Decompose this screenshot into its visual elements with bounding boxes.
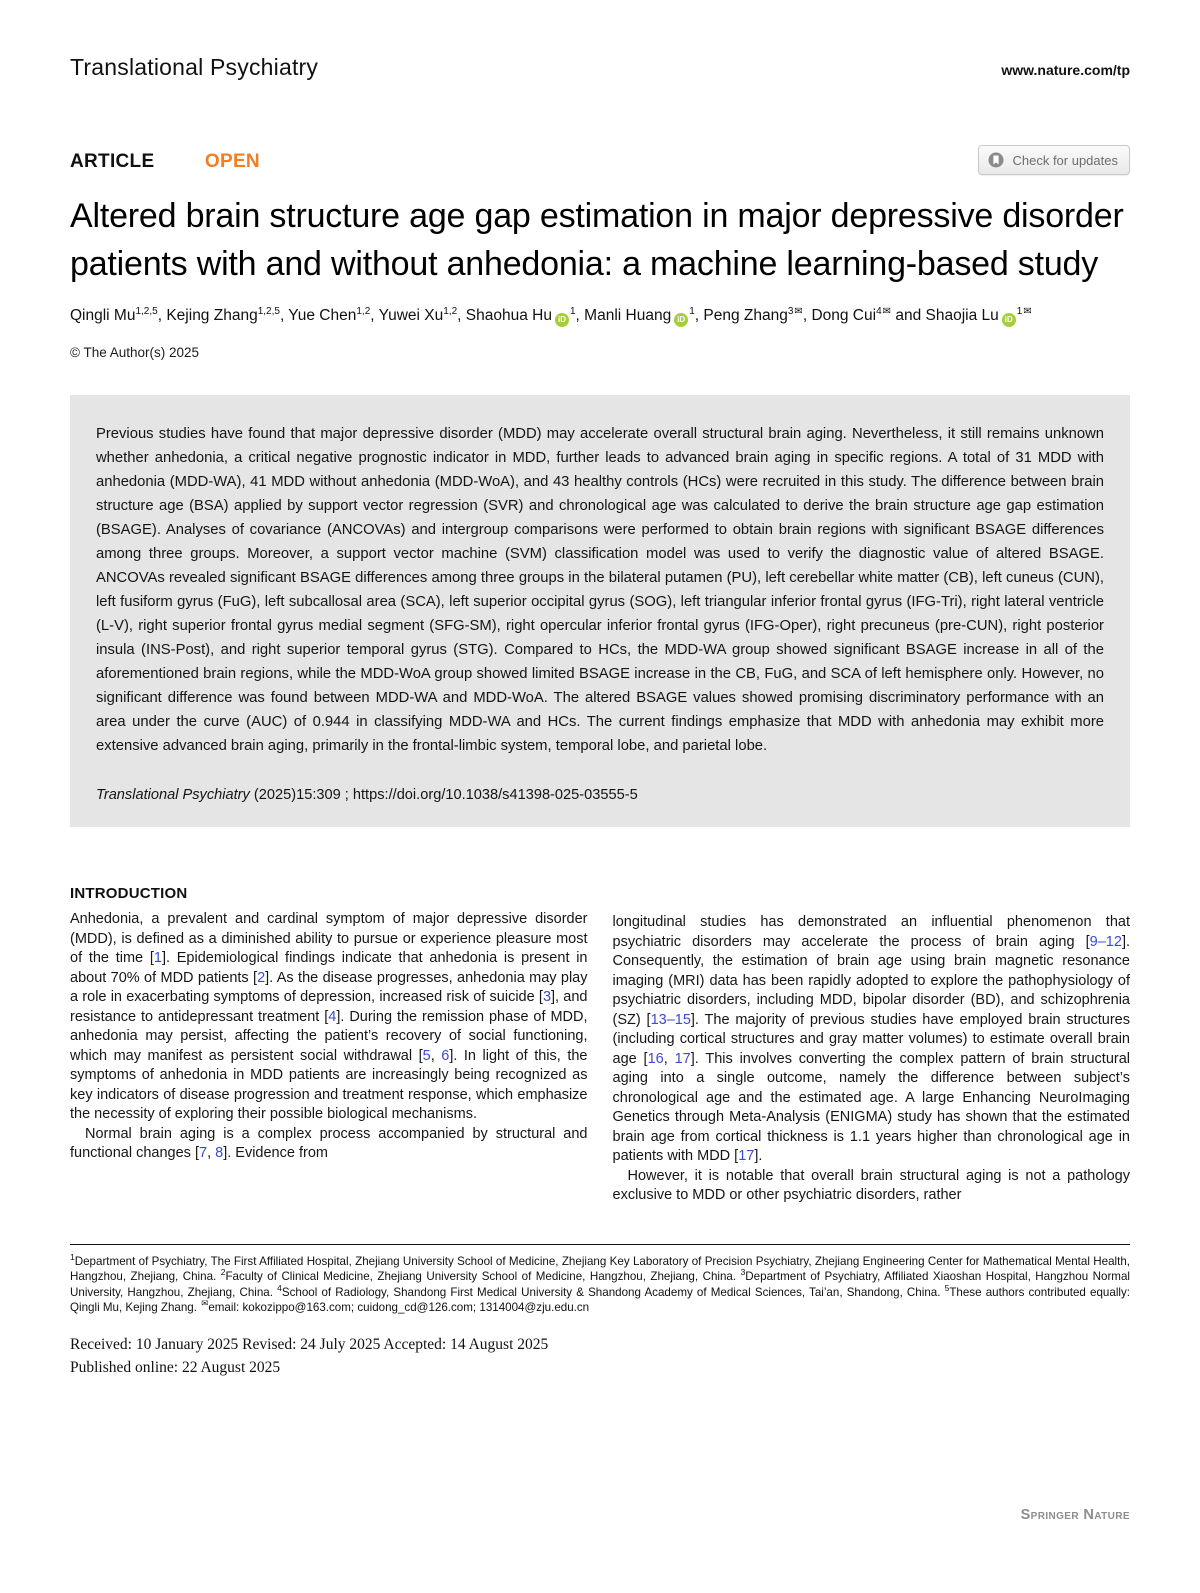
author: Dong Cui$^{4✉}$	[811, 305, 892, 324]
reference-link[interactable]: 6	[441, 1047, 450, 1064]
citation-meta: (2025)15:309 ;	[249, 787, 353, 803]
reference-link[interactable]: 3	[542, 989, 552, 1005]
check-for-updates-button[interactable]	[978, 145, 1130, 175]
abstract-box	[70, 395, 1130, 827]
journal-url-link[interactable]: www.nature.com/tp	[1001, 62, 1130, 78]
intro-column-left	[70, 885, 588, 1206]
reference-link[interactable]: 17	[674, 1050, 691, 1067]
author-list: Qingli Mu$^{1,2,5}$, Kejing Zhang$^{1,2,5}$, Yue Chen$^{1,2}$, Yuwei Xu$^{1,2}$, Shaohua Hu $iD^1$, Manli Huang $iD^1$, Peng Zhang$^{3✉}$, Dong Cui$^{4✉}$ and Shaojia Lu $iD^{1✉}$	[70, 303, 1130, 328]
author: Shaojia Lu $iD^{1✉}$	[926, 307, 1032, 324]
crossmark-icon	[987, 151, 1005, 169]
email-icon[interactable]: ✉	[882, 305, 892, 317]
author: Yuwei Xu$^{1,2}$	[378, 305, 458, 324]
published-online-line: Published online: 22 August 2025	[70, 1358, 281, 1376]
reference-link[interactable]: 1	[153, 950, 162, 966]
intro-col-left-body	[70, 910, 588, 1164]
citation-journal: Translational Psychiatry	[96, 787, 250, 803]
article-type-row	[70, 151, 1130, 179]
author: Kejing Zhang$^{1,2,5}$	[166, 305, 280, 324]
reference-link[interactable]: 17	[738, 1148, 755, 1164]
received-revised-accepted-line: Received: 10 January 2025 Revised: 24 July 2025 Accepted: 14 August 2025	[70, 1335, 549, 1353]
article-type-label: ARTICLE	[70, 151, 155, 172]
reference-link[interactable]: 8	[215, 1145, 224, 1161]
open-access-label: OPEN	[204, 151, 260, 172]
reference-link[interactable]: 5	[422, 1047, 431, 1064]
masthead	[0, 0, 1200, 81]
journal-title: Translational Psychiatry	[70, 54, 319, 80]
email-icon: ✉	[201, 1298, 209, 1309]
author: Peng Zhang$^{3✉}$	[703, 305, 803, 324]
doi-link[interactable]: https://doi.org/10.1038/s41398-025-03555-5	[352, 787, 638, 803]
email-icon[interactable]: ✉	[1023, 305, 1032, 317]
introduction-section	[70, 885, 1130, 1206]
orcid-icon[interactable]: iD	[1002, 313, 1016, 327]
copyright-notice: © The Author(s) 2025	[70, 345, 200, 360]
email-icon[interactable]: ✉	[794, 305, 803, 317]
introduction-heading: INTRODUCTION	[70, 885, 188, 902]
intro-col-right-body	[613, 913, 1131, 1206]
paragraph: However, it is notable that overall brain structural aging is not a pathology exclusive to MDD or other psychiatric disorders, rather	[612, 1167, 1130, 1203]
article-title: Altered brain structure age gap estimation in major depressive disorder patients with and without anhedonia: a machine learning-based study	[70, 197, 1124, 283]
reference-link[interactable]: 4	[328, 1008, 337, 1025]
article-history	[70, 1333, 1130, 1379]
affiliations: $^1$Department of Psychiatry, The First Affiliated Hospital, Zhejiang University School of Medicine, Zhejiang Key Laboratory of Precision Psychiatry, Zhejiang Engineering Center for Mathematical Mental Health, Hangzhou, Zhejiang, China. $^2$Faculty of Clinical Medicine, Zhejiang University School of Medicine, Hangzhou, Zhejiang, China. $^3$Department of Psychiatry, Affiliated Xiaoshan Hospital, Hangzhou Normal University, Hangzhou, Zhejiang, China. $^4$School of Radiology, Shandong First Medical University & Shandong Academy of Medical Sciences, Tai’an, Shandong, China. $^5$These authors contributed equally: Qingli Mu, Kejing Zhang. ✉email: kokozippo@163.com; cuidong_cd@126.com; 1314004@zju.edu.cn	[70, 1251, 1130, 1315]
reference-link[interactable]: 13–15	[650, 1011, 691, 1028]
paragraph: Normal brain aging is a complex process accompanied by structural and functional changes [7, 8]. Evidence from	[70, 1125, 588, 1161]
paragraph: Anhedonia, a prevalent and cardinal symptom of major depressive disorder (MDD), is defined as a diminished ability to pursue or experience pleasure most of the time [1]. Epidemiological findings indicate that anhedonia is present in about 70% of MDD patients [2]. As the disease progresses, anhedonia may play a role in exacerbating symptoms of depression, increased risk of suicide [3], and resistance to antidepressant treatment [4]. During the remission phase of MDD, anhedonia may persist, affecting the patient’s recovery of social functioning, which may manifest as persistent social withdrawal [5, 6]. In light of this, the symptoms of anhedonia in MDD patients are increasingly being recognized as key indicators of disease progression and treatment response, which emphasize the necessity of exploring their possible biological mechanisms.	[70, 911, 588, 1122]
reference-link[interactable]: 16	[647, 1050, 664, 1067]
paragraph: longitudinal studies has demonstrated an influential phenomenon that psychiatric disorders may accelerate the process of brain aging [9–12]. Consequently, the estimation of brain age using brain magnetic resonance imaging (MRI) data has been rapidly adopted to explore the pathophysiology of psychiatric disorders, including MDD, bipolar disorder (BD), and schizophrenia (SZ) [13–15]. The majority of previous studies have employed brain structures (including cortical structures and gray matter volumes) to estimate overall brain age [16, 17]. This involves converting the complex pattern of brain structural aging into a single outcome, namely the difference between subject’s chronological age and the estimated age. A large Enhancing NeuroImaging Genetics through Meta-Analysis (ENIGMA) study has shown that the estimated brain age from cortical thickness is 1.1 years higher than chronological age in patients with MDD [17].	[612, 914, 1130, 1164]
reference-link[interactable]: 7	[198, 1145, 208, 1161]
author: Shaohua Hu $iD^1$	[466, 307, 576, 324]
citation-line	[96, 787, 1104, 803]
abstract-text: Previous studies have found that major depressive disorder (MDD) may accelerate overall structural brain aging. Nevertheless, it still remains unknown whether anhedonia, a critical negative prognostic indicator in MDD, further leads to advanced brain aging in specific regions. A total of 31 MDD with anhedonia (MDD-WA), 41 MDD without anhedonia (MDD-WoA), and 43 healthy controls (HCs) were recruited in this study. The difference between brain structure age (BSA) applied by support vector regression (SVR) and chronological age was calculated to derive the brain structure age gap estimation (BSAGE). Analyses of covariance (ANCOVAs) and intergroup comparisons were performed to obtain brain regions with significant BSAGE differences among three groups. Moreover, a support vector machine (SVM) classification model was used to verify the diagnostic value of altered BSAGE. ANCOVAs revealed significant BSAGE differences among three groups in the bilateral putamen (PU), left cerebellar white matter (CB), left cuneus (CUN), left fusiform gyrus (FuG), left subcallosal area (SCA), left superior occipital gyrus (SOG), left triangular inferior frontal gyrus (IFG-Tri), right lateral ventricle (L-V), right superior frontal gyrus medial segment (SFG-SM), right opercular inferior frontal gyrus (IFG-Oper), right precuneus (pre-CUN), right posterior insula (INS-Post), and right superior temporal gyrus (STG). Compared to HCs, the MDD-WA group showed significant BSAGE increase in all of the aforementioned brain regions, while the MDD-WoA group showed limited BSAGE increase in the CB, FuG, and SCA of left hemisphere only. However, no significant difference was found between MDD-WA and MDD-WoA. The altered BSAGE values showed promising discriminatory performance with an area under the curve (AUC) of 0.944 in classifying MDD-WA and HCs. The current findings emphasize that MDD with anhedonia may exhibit more extensive advanced brain aging, primarily in the frontal-limbic system, temporal lobe, and parietal lobe.	[96, 426, 1104, 754]
orcid-icon[interactable]: iD	[674, 313, 688, 327]
author: Yue Chen$^{1,2}$	[288, 305, 371, 324]
reference-link[interactable]: 9–12	[1089, 933, 1122, 950]
reference-link[interactable]: 2	[257, 969, 266, 986]
check-for-updates-label: Check for updates	[1012, 152, 1118, 168]
author: Manli Huang $iD^1$	[584, 307, 695, 324]
springer-nature-logo: Springer Nature	[1020, 1507, 1130, 1523]
author: Qingli Mu$^{1,2,5}$	[70, 305, 158, 324]
email-address-link[interactable]: 1314004@zju.edu.cn	[479, 1301, 590, 1315]
orcid-icon[interactable]: iD	[555, 313, 569, 327]
email-address-link[interactable]: kokozippo@163.com	[242, 1301, 351, 1315]
email-address-link[interactable]: cuidong_cd@126.com	[357, 1301, 473, 1315]
intro-column-right	[613, 885, 1131, 1206]
footnote-divider	[70, 1244, 1130, 1245]
